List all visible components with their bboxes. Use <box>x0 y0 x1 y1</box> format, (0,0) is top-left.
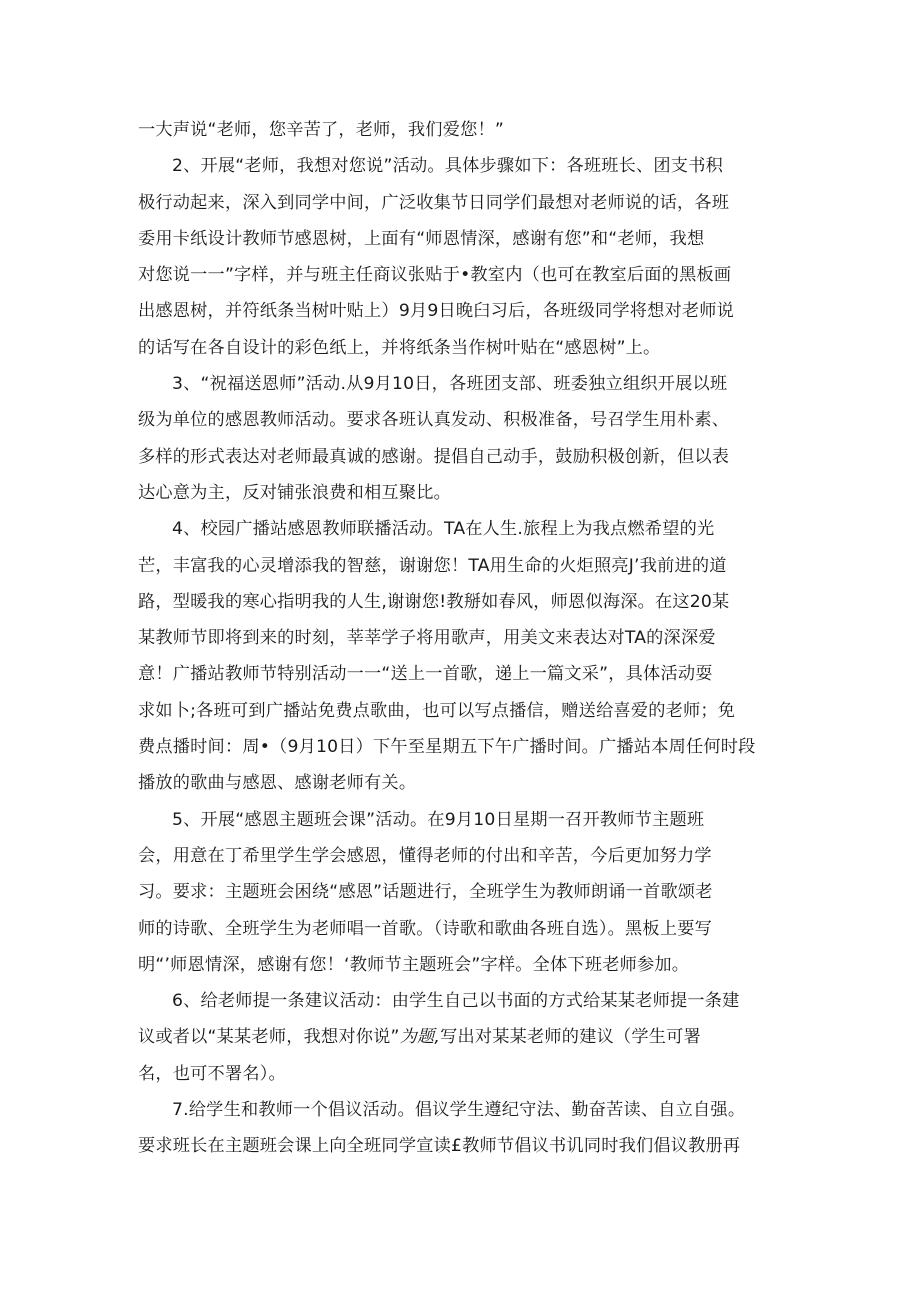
text-line: 播放的歌曲与感恩、感谢老师有关。 <box>138 773 417 794</box>
text-line-composite <box>138 1019 784 1055</box>
paragraph-4-broadcast-activity <box>138 511 784 801</box>
text-line: 2、开展“老师，我想对您说”活动。具体步骤如下：各班班长、团支书积 <box>172 156 723 177</box>
text-line: 委用卡纸设计教师节感恩树，上面有“师恩情深，感谢有您”和“老师，我想 <box>138 228 705 249</box>
text-line: 极行动起来，深入到同学中间，广泛收集节日同学们最想对老师说的话，各班 <box>138 192 730 213</box>
text-line: 路，型暖我的寒心指明我的人生,谢谢您!教掰如春风，师恩似海深。在这20某 <box>138 591 730 612</box>
text-segment: 议或者以“某某老师，我想对你说” <box>138 1027 400 1048</box>
text-line: 习。要求：主题班会困绕“感恩”话题进行，全班学生为教师朗诵一首歌颂老 <box>138 882 713 903</box>
text-line: 费点播时间：周•（9月10日）下午至星期五下午广播时间。广播站本周任何时段 <box>138 737 756 758</box>
text-line: 求如卜;各班可到广播站免费点歌曲，也可以写点播信，赠送给喜爱的老师；免 <box>138 700 736 721</box>
paragraph-2-teacher-message <box>138 148 784 366</box>
text-line: 名，也可不署名）。 <box>138 1063 286 1084</box>
text-line: 3、“祝福送恩师”活动.从9月10日，各班团支部、班委独立组织开展以班 <box>172 374 728 395</box>
text-segment: 写出对某某老师的建议（学生可署 <box>440 1027 701 1048</box>
document-body <box>138 112 784 1165</box>
text-line: 师的诗歌、全班学生为老师唱一首歌。（诗歌和歌曲各班自选）。黑板上要写 <box>138 918 712 939</box>
text-line: 7.给学生和教师一个倡议活动。倡议学生遵纪守法、勤奋苦读、自立自强。 <box>172 1100 746 1121</box>
text-line: 5、开展“感恩主题班会课”活动。在9月10日星期一召开教师节主题班 <box>172 809 705 830</box>
text-line: 某教师节即将到来的时刻，莘莘学子将用歌声，用美文来表达对TA的深深爱 <box>138 628 716 649</box>
text-line: 达心意为主，反对铺张浪费和相互聚比。 <box>138 482 451 503</box>
paragraph-3-blessing-activity <box>138 366 784 511</box>
text-line: 一大声说“老师，您辛苦了，老师，我们爱您！” <box>138 120 504 140</box>
text-line: 会，用意在丁希里学生学会感恩，懂得老师的付出和辛苦，今后更加努力学 <box>138 845 712 866</box>
italic-text-segment: 为题, <box>399 1027 441 1048</box>
text-line: 出感恩树，并符纸条当树叶贴上）9月9日晚臼习后，各班级同学将想对老师说 <box>138 301 735 322</box>
text-line: 6、给老师提一条建议活动：由学生自己以书面的方式给某某老师提一条建 <box>172 991 740 1012</box>
text-line: 的话写在各自设计的彩色纸上，并将纸条当作树叶贴在“感恩树”上。 <box>138 337 661 358</box>
text-line: 对您说一一”字样，并与班主任商议张贴于•教室内（也可在教室后面的黑板画 <box>138 265 732 286</box>
text-line: 级为单位的感恩教师活动。要求各班认真发动、积极准备，号召学生用朴素、 <box>138 410 730 431</box>
text-line: 意！广播站教师节特别活动一一“送上一首歌，递上一篇文采”，具体活动耍 <box>138 664 713 685</box>
paragraph-5-class-meeting <box>138 802 784 983</box>
text-line: 芒，丰富我的心灵增添我的智慈，谢谢您！TA用生命的火炬照亮J’我前进的道 <box>138 555 727 576</box>
paragraph-6-suggestion-activity <box>138 983 784 1092</box>
text-line: 明“’师恩情深，感谢有您！‘教师节主题班会”字样。全体下班老师参加。 <box>138 954 690 975</box>
paragraph-7-initiative-activity <box>138 1092 784 1165</box>
text-line: 4、校园广播站感恩教师联播活动。TA在人生.旅程上为我点燃希望的光 <box>172 519 715 540</box>
paragraph-0 <box>138 112 784 148</box>
text-line: 要求班长在主题班会课上向全班同学宣读£教师节倡议书讥同时我们倡议教册再 <box>138 1136 741 1157</box>
text-line: 多样的形式表达对老师最真诚的感谢。提倡自己动手，鼓励积极创新，但以表 <box>138 446 730 467</box>
